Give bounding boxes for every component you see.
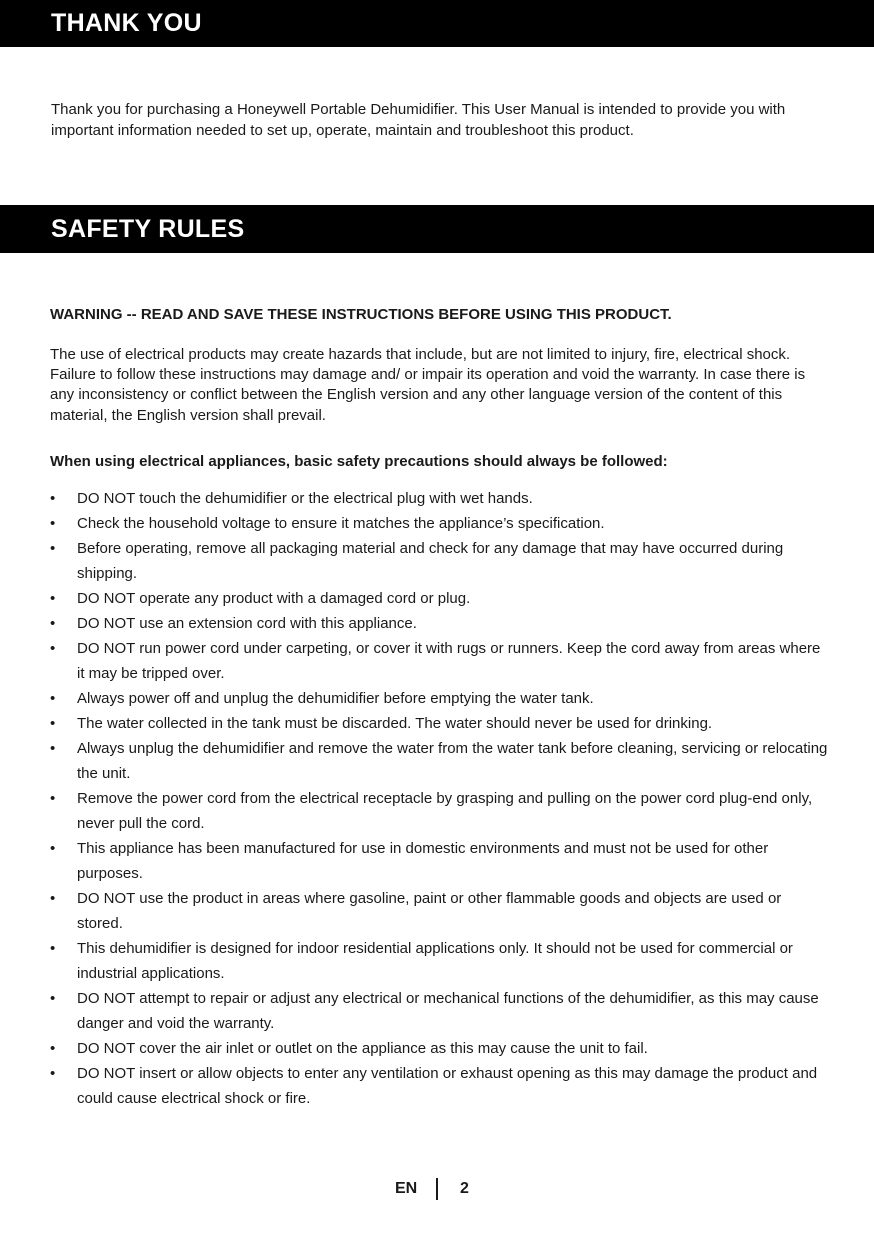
bullet-icon: •: [50, 790, 56, 807]
safety-rules-list: [50, 486, 830, 1111]
bullet-icon: •: [50, 690, 56, 707]
list-item-text: This appliance has been manufactured for use in domestic environments and must not be used for other purposes.: [77, 840, 769, 882]
list-item: [50, 1061, 830, 1111]
list-item-text: DO NOT attempt to repair or adjust any electrical or mechanical functions of the dehumidifier, as this may cause danger and void the warranty.: [77, 990, 819, 1032]
list-item-text: DO NOT use the product in areas where gasoline, paint or other flammable goods and objects are used or stored.: [77, 890, 782, 932]
footer-divider: [436, 1178, 438, 1200]
list-item: [50, 636, 830, 686]
list-item: [50, 736, 830, 786]
list-item-text: DO NOT cover the air inlet or outlet on the appliance as this may cause the unit to fail.: [77, 1040, 648, 1057]
list-item: [50, 786, 830, 836]
warning-paragraph: The use of electrical products may create hazards that include, but are not limited to injury, fire, electrical shock. Failure to follow these instructions may damage and/ or impair its operation and void the warranty. In case there is any inconsistency or conflict between the English version and any other language version of the content of this material, the English version shall prevail.: [50, 346, 806, 424]
bullet-icon: •: [50, 1040, 56, 1057]
bullet-icon: •: [50, 740, 56, 757]
list-item-text: DO NOT touch the dehumidifier or the electrical plug with wet hands.: [77, 490, 533, 507]
list-item-text: DO NOT insert or allow objects to enter any ventilation or exhaust opening as this may damage the product and could cause electrical shock or fire.: [77, 1065, 818, 1107]
safety-rules-title: SAFETY RULES: [51, 215, 245, 243]
bullet-icon: •: [50, 615, 56, 632]
bullet-icon: •: [50, 840, 56, 857]
list-item-text: Always unplug the dehumidifier and remove the water from the water tank before cleaning, servicing or relocating the unit.: [77, 740, 828, 782]
intro-paragraph: Thank you for purchasing a Honeywell Portable Dehumidifier. This User Manual is intended to provide you with important information needed to set up, operate, maintain and troubleshoot this product.: [51, 101, 786, 139]
list-item-text: This dehumidifier is designed for indoor residential applications only. It should not be used for commercial or industrial applications.: [77, 940, 793, 982]
list-item: [50, 611, 830, 636]
list-item-text: Always power off and unplug the dehumidifier before emptying the water tank.: [77, 690, 594, 707]
list-item-text: DO NOT use an extension cord with this appliance.: [77, 615, 417, 632]
thank-you-banner: [0, 0, 874, 47]
list-item: [50, 986, 830, 1036]
list-item: [50, 686, 830, 711]
bullet-icon: •: [50, 940, 56, 957]
list-item: [50, 886, 830, 936]
list-item-text: DO NOT operate any product with a damaged cord or plug.: [77, 590, 471, 607]
warning-heading: WARNING -- READ AND SAVE THESE INSTRUCTIONS BEFORE USING THIS PRODUCT.: [50, 306, 672, 323]
thank-you-title: THANK YOU: [51, 9, 202, 37]
page-number: 2: [460, 1180, 469, 1197]
list-item: [50, 1036, 830, 1061]
list-item: [50, 836, 830, 886]
list-item-text: The water collected in the tank must be discarded. The water should never be used for drinking.: [77, 715, 713, 732]
list-item: [50, 511, 830, 536]
list-item-text: Before operating, remove all packaging material and check for any damage that may have occurred during shipping.: [77, 540, 784, 582]
bullet-icon: •: [50, 640, 56, 657]
bullet-icon: •: [50, 890, 56, 907]
bullet-icon: •: [50, 490, 56, 507]
precautions-heading: When using electrical appliances, basic safety precautions should always be followed:: [50, 453, 668, 470]
list-item: [50, 536, 830, 586]
list-item: [50, 586, 830, 611]
bullet-icon: •: [50, 715, 56, 732]
bullet-icon: •: [50, 1065, 56, 1082]
list-item-text: Check the household voltage to ensure it matches the appliance’s specification.: [77, 515, 605, 532]
page-footer: [0, 1178, 874, 1202]
list-item-text: DO NOT run power cord under carpeting, or cover it with rugs or runners. Keep the cord away from areas where it may be tripped over.: [77, 640, 821, 682]
bullet-icon: •: [50, 990, 56, 1007]
bullet-icon: •: [50, 540, 56, 557]
bullet-icon: •: [50, 515, 56, 532]
language-code: EN: [395, 1180, 418, 1197]
bullet-icon: •: [50, 590, 56, 607]
safety-rules-banner: [0, 205, 874, 253]
list-item: [50, 486, 830, 511]
list-item: [50, 711, 830, 736]
list-item-text: Remove the power cord from the electrical receptacle by grasping and pulling on the power cord plug-end only, never pull the cord.: [77, 790, 813, 832]
list-item: [50, 936, 830, 986]
